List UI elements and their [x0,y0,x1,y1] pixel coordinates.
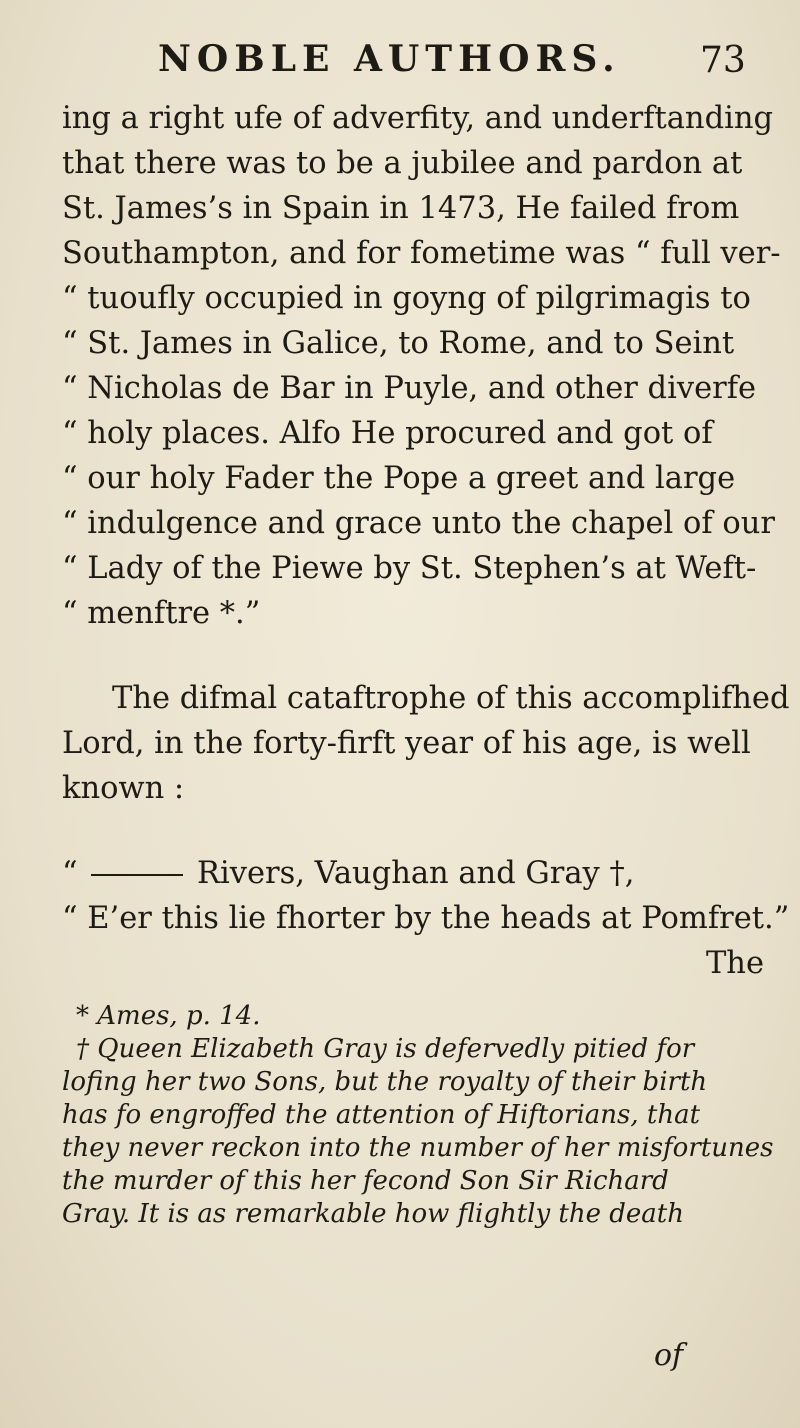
footnote-line: has fo engroffed the attention of Hiftorians, that [62,1100,701,1130]
text-line: “ tuoufly occupied in goyng of pilgrimagis to [62,281,751,316]
footnote-line: the murder of this her fecond Son Sir Richard [62,1166,669,1196]
text-line: “ our holy Fader the Pope a greet and large [62,461,736,496]
verse-line [62,851,770,896]
footnote-line: they never reckon into the number of her misfortunes [62,1133,774,1163]
text-line: The difmal cataftrophe of this accomplifhed [112,681,790,716]
text-line: ing a right ufe of adverfity, and underftanding [62,101,774,136]
catchword: of [654,1338,684,1373]
text-line: “ Nicholas de Bar in Puyle, and other diverfe [62,371,757,406]
page-number: 73 [700,40,746,81]
text-line: Southampton, and for fometime was “ full ver- [62,236,781,271]
footnote-line: Gray. It is as remarkable how flightly the death [62,1199,684,1229]
omission-rule [91,874,183,876]
body-text [62,96,790,986]
verse-line: “ E’er this lie fhorter by the heads at Pomfret.” [62,901,790,936]
catchword-the: The [705,946,764,981]
footnote-line: † Queen Elizabeth Gray is defervedly pitied for [76,1034,695,1064]
page-header [0,38,800,88]
paragraph-gap [62,636,770,676]
paragraph-gap [62,811,770,851]
footnote-line: lofing her two Sons, but the royalty of their birth [62,1067,708,1097]
footnotes [62,1000,774,1231]
running-head: NOBLE AUTHORS. [158,38,621,80]
text-line: Lord, in the forty-firft year of his age, is well [62,726,751,761]
text-line: “ St. James in Galice, to Rome, and to Seint [62,326,735,361]
text-line: St. James’s in Spain in 1473, He failed from [62,191,740,226]
footnote-ames: * Ames, p. 14. [76,1001,261,1031]
text-line: “ indulgence and grace unto the chapel of our [62,506,775,541]
text-line: known : [62,771,185,806]
text-line: “ Lady of the Piewe by St. Stephen’s at Weft- [62,551,757,586]
quote-open-mark: “ [62,856,78,891]
text-line: “ holy places. Alfo He procured and got of [62,416,713,451]
verse-text: Rivers, Vaughan and Gray †, [197,856,635,891]
text-line: that there was to be a jubilee and pardon at [62,146,743,181]
text-line: “ menftre *.” [62,596,261,631]
